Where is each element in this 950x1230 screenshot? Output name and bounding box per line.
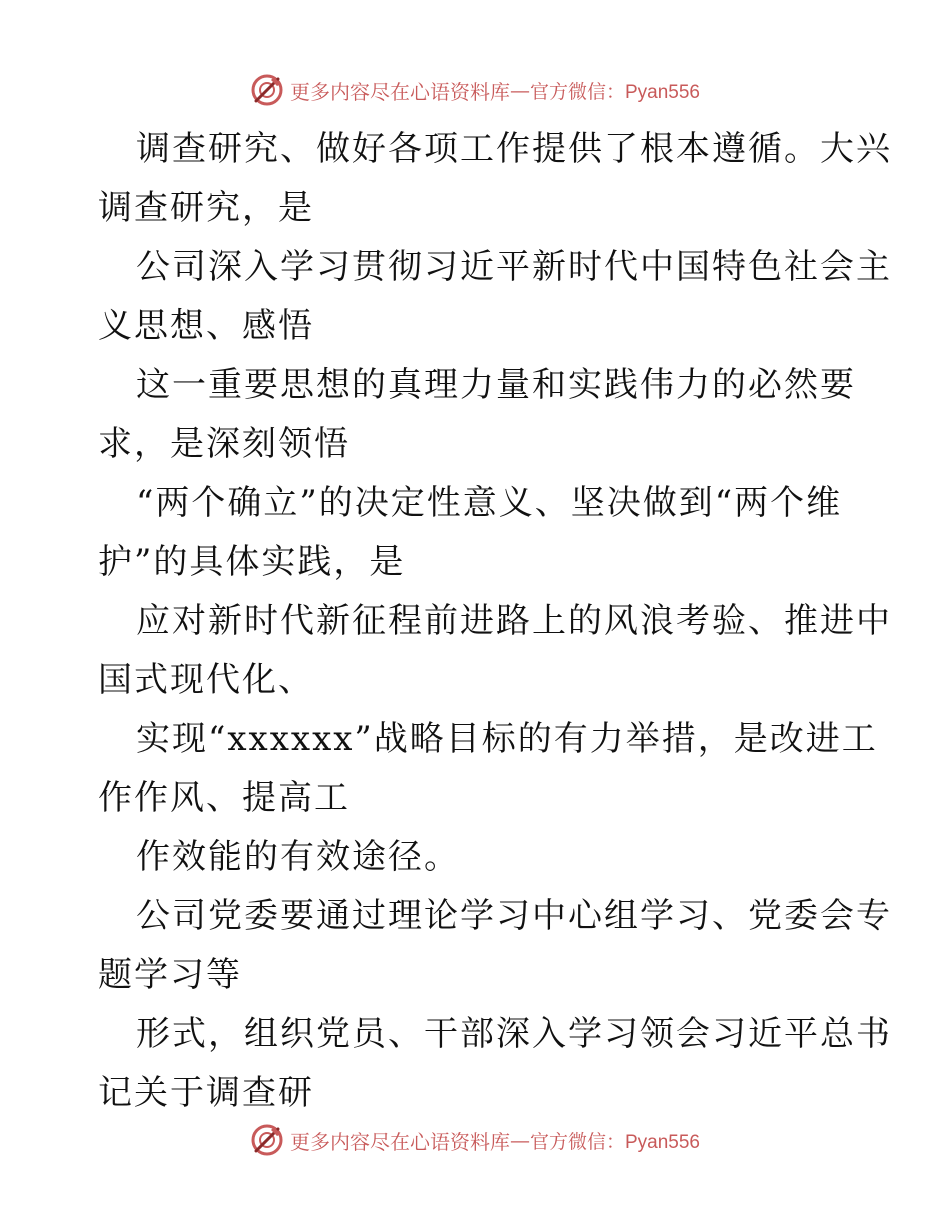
paragraph	[98, 887, 892, 1005]
paragraph-line: 作效能的有效途径。	[136, 837, 460, 877]
paragraph	[98, 238, 892, 356]
footer-separator: —	[509, 1128, 530, 1152]
paragraph	[98, 1005, 892, 1123]
paragraph-line: 题学习等	[98, 955, 242, 995]
paragraph	[98, 356, 858, 474]
paragraph	[98, 710, 878, 828]
header-separator: —	[509, 78, 530, 102]
document-body	[98, 120, 892, 1123]
paragraph-line: 作作风、提高工	[98, 778, 350, 818]
paragraph	[98, 828, 858, 887]
header-brand: 更多内容尽在心语资料库	[289, 79, 510, 104]
paragraph-line: 义思想、感悟	[98, 306, 314, 346]
quill-seal-icon	[250, 1123, 284, 1157]
footer-text	[290, 1126, 700, 1155]
paragraph-line: 实现“xxxxxx”战略目标的有力举措，是改进工	[136, 719, 878, 759]
quill-seal-icon	[250, 73, 284, 107]
paragraph	[98, 474, 858, 592]
paragraph	[98, 120, 892, 238]
footer-wechat: 官方微信：Pyan556	[529, 1131, 700, 1153]
paragraph-line: 记关于调查研	[98, 1073, 314, 1113]
paragraph-line: “两个确立”的决定性意义、坚决做到“两个维	[136, 483, 843, 523]
paragraph-line: 应对新时代新征程前进路上的风浪考验、推进中	[136, 601, 892, 641]
paragraph	[98, 592, 892, 710]
footer-brand: 更多内容尽在心语资料库	[289, 1129, 510, 1154]
paragraph-line: 国式现代化、	[98, 660, 314, 700]
paragraph-line: 护”的具体实践，是	[98, 542, 406, 582]
paragraph-line: 求，是深刻领悟	[98, 424, 350, 464]
paragraph-line: 调查研究、做好各项工作提供了根本遵循。大兴	[136, 129, 892, 169]
paragraph-line: 形式，组织党员、干部深入学习领会习近平总书	[136, 1014, 892, 1054]
paragraph-line: 调查研究，是	[98, 188, 314, 228]
header-wechat: 官方微信：Pyan556	[529, 81, 700, 103]
paragraph-line: 公司党委要通过理论学习中心组学习、党委会专	[136, 896, 892, 936]
header-text	[290, 76, 700, 105]
paragraph-line: 这一重要思想的真理力量和实践伟力的必然要	[136, 365, 856, 405]
paragraph-line: 公司深入学习贯彻习近平新时代中国特色社会主	[136, 247, 892, 287]
header-banner	[0, 70, 950, 110]
footer-banner	[0, 1120, 950, 1160]
